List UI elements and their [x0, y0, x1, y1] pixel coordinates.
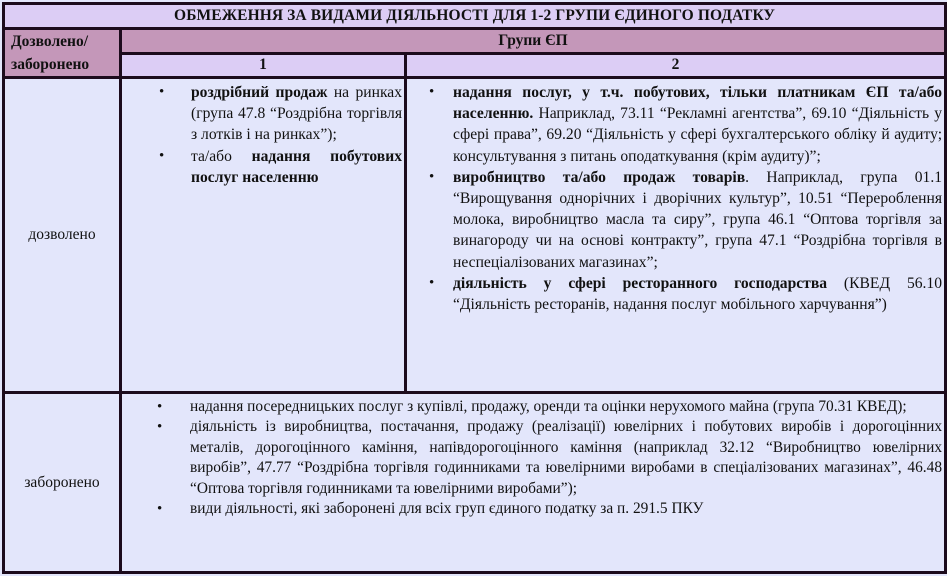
table-row-allowed — [4, 78, 946, 393]
table-row-forbidden — [4, 393, 946, 573]
item-bold-text: діяльність у сфері ресторанного господарства — [453, 274, 828, 292]
bullet-icon: • — [157, 501, 163, 518]
group-1-allowed-list — [122, 79, 404, 188]
item-text: види діяльності, які заборонені для всіх груп єдиного податку за п. 291.5 ПКУ — [190, 500, 704, 518]
bullet-icon: • — [157, 399, 163, 415]
groups-column-header: Групи ЄП — [121, 29, 946, 54]
item-bold-text: надання побутових послуг населенню — [191, 147, 402, 186]
restrictions-table — [2, 2, 947, 574]
item-bold-text: роздрібний продаж — [191, 84, 328, 101]
group-1-header: 1 — [121, 53, 406, 78]
list-item — [429, 167, 943, 273]
forbidden-cell — [121, 393, 946, 573]
item-text: надання посередницьких послуг з купівлі, продажу, оренди та оцінки нерухомого майна (група 70.31 КВЕД); — [190, 398, 907, 415]
list-item — [429, 273, 943, 315]
list-item — [157, 397, 942, 417]
item-text: (КВЕД 56.10 “Діяльність ресторанів, надання послуг мобільного харчування”) — [453, 274, 943, 314]
bullet-icon: • — [157, 419, 163, 436]
item-text: Наприклад, 73.11 “Рекламні агентства”, 69.10 “Діяльність у сфері права”, 69.20 “Діяльність у сфері бухгалтерського обліку й аудиту; консультування з питань оподаткування (крім аудиту)”; — [453, 105, 943, 165]
item-text: діяльність із виробництва, постачання, продажу (реалізації) ювелірних і побутових виробів і дорогоцінних металів, дорогоцінного каміння, напівдорогоцінного каміння (наприклад 32.12 “Виробництво ювелірних виробів”, 47.77 “Роздрібна торгівля годинниками та ювелірними виробами в спеціалізованих магазинах”, 46.48 “Оптова торгівля годинниками та ювелірними виробами”); — [190, 418, 943, 497]
bullet-icon: • — [429, 274, 435, 291]
status-allowed: дозволено — [4, 78, 121, 393]
list-item — [159, 82, 403, 146]
bullet-icon: • — [429, 84, 435, 100]
bullet-icon: • — [159, 84, 165, 100]
bullet-icon: • — [159, 147, 165, 164]
list-item — [157, 499, 942, 519]
group-2-allowed-list — [407, 79, 944, 315]
group-1-allowed-cell — [121, 78, 406, 393]
list-item — [157, 417, 943, 499]
item-text: . Наприклад, група 01.1 “Вирощування однорічних і дворічних культур”, 10.51 “Перероблення молока, виробництво масла та сиру”, група 46.1 “Оптова торгівля за винагороду чи на основі контракту”, група 47.1 “Роздрібна торгівля в неспеціалізованих магазинах”; — [453, 168, 943, 271]
bullet-icon: • — [429, 168, 435, 185]
item-bold-text: виробництво та/або продаж товарів — [453, 168, 746, 186]
forbidden-list — [122, 394, 944, 519]
status-forbidden: заборонено — [4, 393, 121, 573]
restrictions-table-container — [2, 2, 944, 574]
group-2-allowed-cell — [406, 78, 946, 393]
item-prefix: та/або — [191, 147, 252, 165]
group-2-header: 2 — [406, 53, 946, 78]
table-title: ОБМЕЖЕННЯ ЗА ВИДАМИ ДІЯЛЬНОСТІ ДЛЯ 1-2 ГРУПИ ЄДИНОГО ПОДАТКУ — [4, 4, 946, 29]
list-item — [429, 82, 943, 167]
status-column-header: Дозволено/ заборонено — [4, 29, 121, 78]
item-bold-text: надання послуг, у т.ч. побутових, тільки платникам ЄП та/або населенню. — [453, 84, 943, 123]
item-text: на ринках (група 47.8 “Роздрібна торгівля з лотків і на ринках”); — [191, 84, 403, 144]
list-item — [159, 146, 402, 188]
